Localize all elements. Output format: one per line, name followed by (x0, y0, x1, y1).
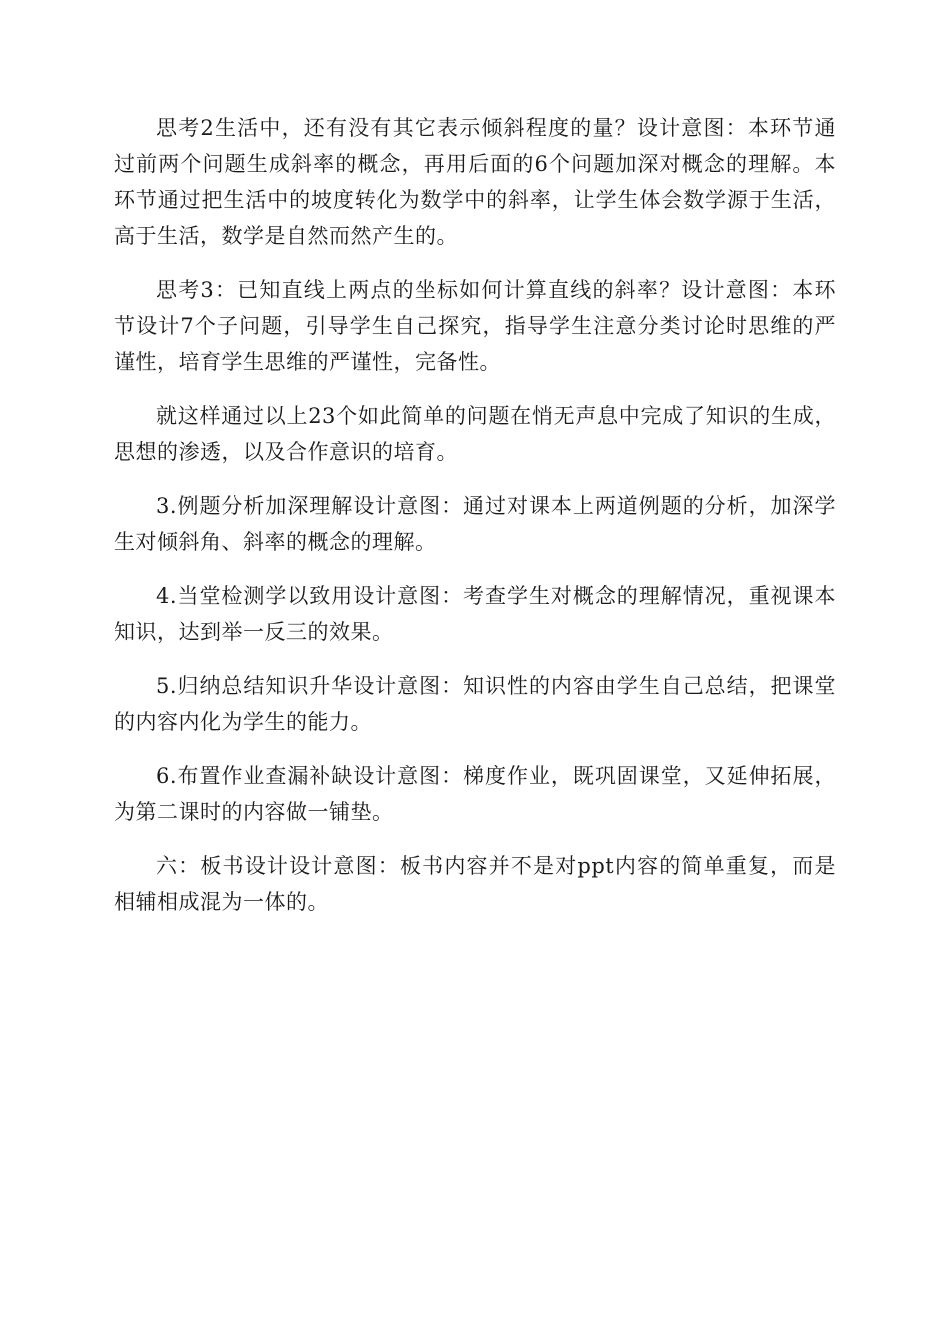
paragraph-classroom-test: 4.当堂检测学以致用设计意图：考查学生对概念的理解情况，重视课本知识，达到举一反三的效果。 (114, 584, 836, 644)
paragraph-thinking-3: 思考3：已知直线上两点的坐标如何计算直线的斜率？设计意图：本环节设计7个子问题，引导学生自己探究，指导学生注意分类讨论时思维的严谨性，培育学生思维的严谨性，完备性。 (114, 278, 836, 374)
paragraph-thinking-2: 思考2生活中，还有没有其它表示倾斜程度的量？设计意图：本环节通过前两个问题生成斜率的概念，再用后面的6个问题加深对概念的理解。本环节通过把生活中的坡度转化为数学中的斜率，让学生体会数学源于生活，高于生活，数学是自然而然产生的。 (114, 116, 836, 248)
paragraph-conclusion: 5.归纳总结知识升华设计意图：知识性的内容由学生自己总结，把课堂的内容内化为学生的能力。 (114, 674, 836, 734)
paragraph-blackboard-design: 六：板书设计设计意图：板书内容并不是对ppt内容的简单重复，而是相辅相成混为一体的。 (114, 854, 836, 914)
paragraph-homework: 6.布置作业查漏补缺设计意图：梯度作业，既巩固课堂，又延伸拓展，为第二课时的内容做一铺垫。 (114, 764, 836, 824)
paragraph-example-analysis: 3.例题分析加深理解设计意图：通过对课本上两道例题的分析，加深学生对倾斜角、斜率的概念的理解。 (114, 494, 836, 554)
paragraph-summary: 就这样通过以上23个如此简单的问题在悄无声息中完成了知识的生成，思想的渗透，以及合作意识的培育。 (114, 404, 836, 464)
document-body (114, 110, 836, 938)
